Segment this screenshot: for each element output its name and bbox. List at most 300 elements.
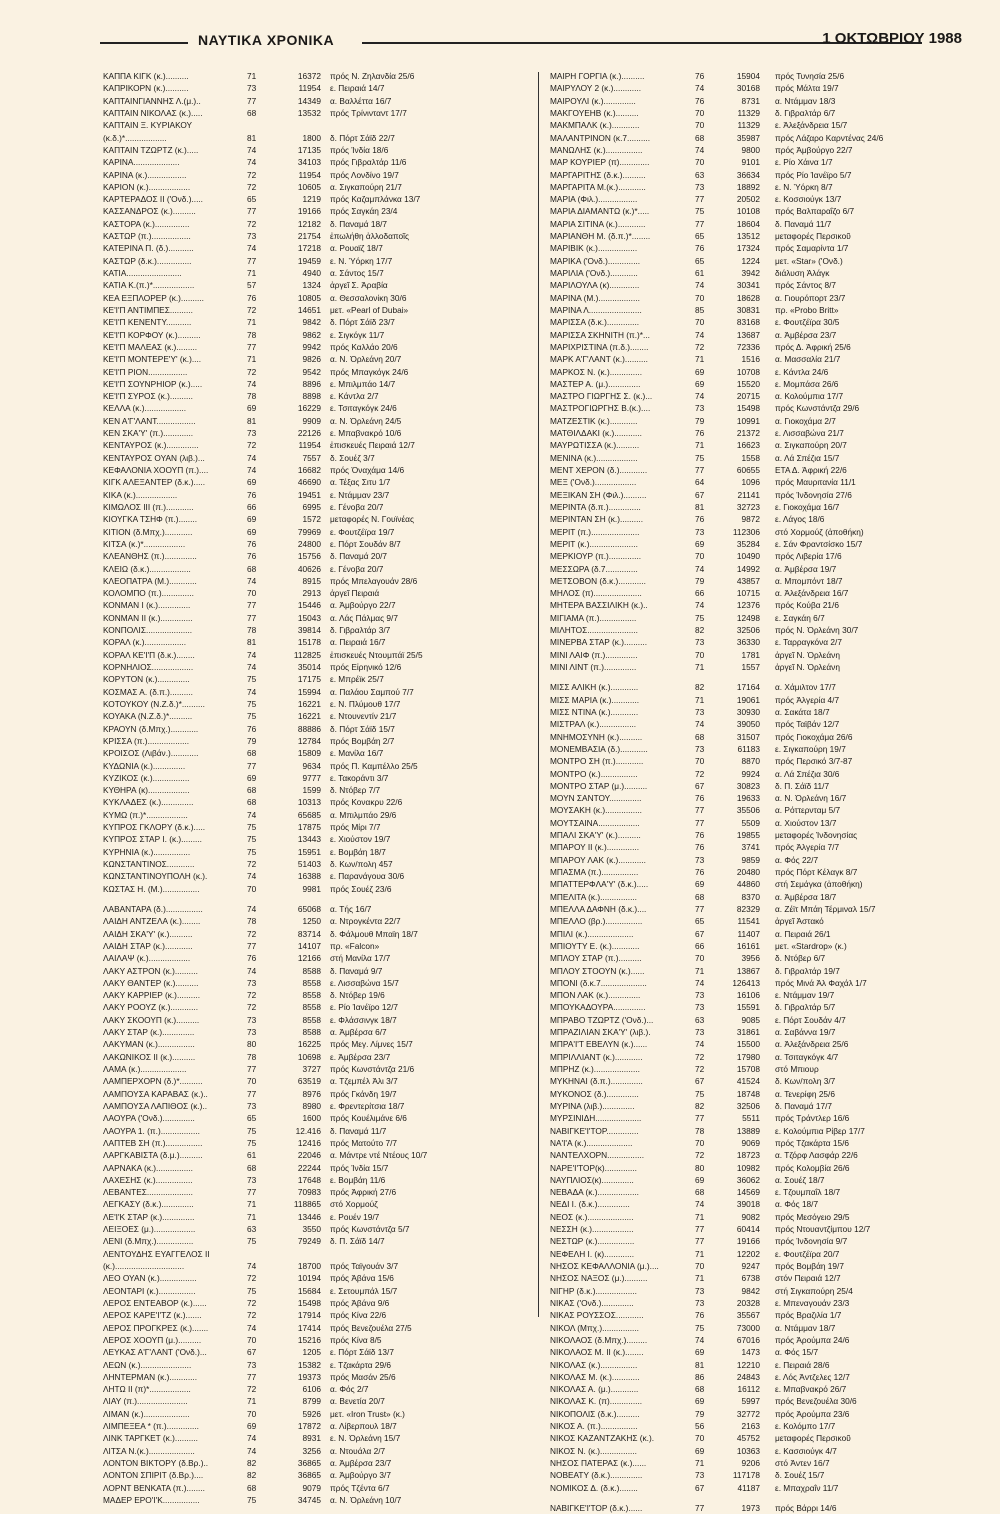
ship-status: ε. Φουτζέϊρα 30/5 [775, 317, 840, 328]
tonnage: 32506 [736, 625, 760, 636]
ship-name: ΛΑΚΥΜΑΝ (κ.)................ [103, 1039, 195, 1050]
ship-name: ΜΙΓΙΑΜΑ (π.)................ [550, 612, 637, 623]
ship-status: α. Τής 16/7 [330, 903, 372, 914]
build-year: 73 [695, 990, 705, 1001]
ship-status: ἀργεῖ Ἀστακό [775, 916, 824, 927]
ship-name: ΚΩΝΣΤΑΝΤΙΝΟΥΠΟΛΗ (κ.). [103, 871, 208, 882]
build-year: 79 [695, 1408, 705, 1419]
build-year: 74 [695, 1334, 705, 1345]
ship-status: πρός Μαυριτανία 11/1 [775, 477, 856, 488]
build-year: 75 [247, 698, 257, 709]
ship-name: ΛΑΜΑ (κ.).................... [103, 1064, 187, 1074]
ship-name: ΜΠΑΤΤΕΡΦΛΑ'Υ' (δ.κ.)..... [550, 879, 649, 890]
build-year: 76 [247, 489, 257, 500]
tonnage: 18892 [736, 181, 760, 192]
tonnage: 15500 [736, 1039, 760, 1050]
build-year: 68 [247, 748, 257, 759]
ship-name: ΝΙΚΟΠΟΛΙΣ (δ.κ.).......... [550, 1408, 640, 1419]
ship-name: ΛΑΜΠΟΥΣΑ ΚΑΡΑΒΑΣ (κ.).. [103, 1088, 208, 1099]
ship-name: ΜΑΡΙΑ (Φιλ.)................. [550, 194, 638, 205]
tonnage: 34745 [297, 1494, 321, 1505]
ship-status: πρός Ἀρούμπα 23/6 [775, 1408, 850, 1419]
build-year: 71 [247, 1199, 257, 1210]
build-year: 68 [695, 1187, 705, 1198]
ship-status: α. Ἀλεξάνδρεια 16/7 [775, 588, 849, 599]
ship-name: ΜΑΙΡΗ ΓΟΡΓΙΑ (κ.).......... [550, 71, 645, 81]
ship-status: α. Φός 2/7 [330, 1384, 369, 1395]
tonnage: 9924 [741, 768, 760, 779]
build-year: 73 [247, 1014, 257, 1025]
build-year: 77 [247, 940, 257, 951]
build-year: 77 [247, 1088, 257, 1099]
ship-status: πρός Γκάνδη 19/7 [330, 1088, 397, 1099]
ship-name: ΜΑΡΙΣΣΑ ΣΚΗΝΙΤΗ (π.)*... [550, 329, 650, 340]
ship-status: δ. Κων/πολη 3/7 [775, 1076, 836, 1087]
tonnage: 19166 [736, 1236, 760, 1247]
ship-name: ΜΠΟΝ ΛΑΚ (κ.).............. [550, 990, 641, 1001]
tonnage: 8898 [302, 391, 321, 402]
tonnage: 6738 [741, 1273, 760, 1284]
tonnage: 1558 [741, 452, 760, 463]
ship-name: ΜΟΝΕΜΒΑΣΙΑ (δ.)............ [550, 743, 648, 754]
ship-status: ἀργεῖ Ν. Ὀρλεάνη [775, 662, 840, 672]
ship-status: α. Ρόττερνταμ 5/7 [775, 805, 841, 816]
tonnage: 65685 [297, 809, 321, 820]
ship-status: ε. Μπεναγουάν 23/3 [775, 1297, 850, 1308]
build-year: 70 [247, 883, 257, 894]
build-year: 77 [247, 206, 257, 217]
tonnage: 16221 [297, 698, 321, 709]
tonnage: 17980 [736, 1051, 760, 1062]
ship-status: πρός Κωνστάντζα 29/6 [775, 403, 860, 414]
ship-name: ΝΕΟΣ (κ.).................... [550, 1211, 634, 1222]
ship-status: πρός Τυνησία 25/6 [775, 71, 845, 81]
tonnage: 1205 [302, 1347, 321, 1358]
ship-name: ΛΑΚΥ ΣΤΑΡ (κ.).............. [103, 1027, 195, 1038]
ship-name: ΚΑΣΣΑΝΔΡΟΣ (κ.).......... [103, 206, 196, 217]
tonnage: 5997 [741, 1396, 760, 1407]
ship-status: δ. Παναμά 18/7 [330, 218, 387, 229]
build-year: 65 [247, 1113, 257, 1124]
ship-name: (κ.δ.)*.................. [103, 132, 167, 143]
ship-name: ΛΕΡΟΣ ΠΡΟΓΚΡΕΣ (κ.)....... [103, 1322, 209, 1333]
ship-status: δ. Πόρτ Σάϊδ 22/7 [330, 132, 395, 143]
ship-name: ΚΕΝ ΣΚΑ'Υ' (π.)............. [103, 428, 194, 439]
build-year: 72 [247, 1002, 257, 1013]
ship-name: ΜΠΡΑΖΙΛΙΑΝ ΣΚΑ'Υ' (λιβ.). [550, 1027, 651, 1038]
ship-status: δ. Παναμά 11/7 [775, 218, 832, 229]
tonnage: 8731 [741, 95, 760, 106]
build-year: 73 [695, 743, 705, 754]
ship-status: α. Ν. Ὀρλεάνη 20/7 [330, 354, 402, 365]
ship-status: ε. Μπαβνακρό 26/7 [775, 1384, 847, 1395]
tonnage: 39050 [736, 719, 760, 730]
tonnage: 5511 [742, 1113, 760, 1124]
ship-name: ΚΩΝΣΤΑΝΤΙΝΟΣ............ [103, 859, 195, 869]
build-year: 75 [247, 1125, 257, 1136]
ship-status: πρός Μίρι 7/7 [330, 822, 381, 833]
ship-status: πρός Ν. Ζηλανδία 25/6 [330, 71, 415, 81]
ship-name: ΝΑΥΠΛΙΟΣ(κ).............. [550, 1174, 634, 1185]
ship-status: α. Ντρογκέντα 22/7 [330, 916, 401, 927]
ship-status: ε. Γένοβα 20/7 [330, 501, 384, 512]
ship-status: στό Χορμούζ (ἀποθήκη) [775, 526, 864, 537]
tonnage: 3942 [741, 268, 760, 278]
ship-status: δ. Κων/πολη 457 [330, 859, 393, 869]
build-year: 71 [695, 354, 705, 365]
ship-status: πρός Ὀναχάμα 14/6 [330, 465, 405, 475]
ship-status: πρός Κολομβία 26/6 [775, 1162, 850, 1173]
ship-name: ΛΕΝΙ (δ.Μπχ.)................ [103, 1236, 194, 1247]
tonnage: 8976 [302, 1088, 321, 1099]
ship-name: ΚΑΤΙΑ Κ.(π.)*.................. [103, 280, 195, 291]
build-year: 72 [247, 181, 257, 192]
tonnage: 10708 [736, 366, 760, 377]
build-year: 75 [695, 452, 705, 463]
ship-status: α. Λάς Πάλμας 9/7 [330, 612, 398, 623]
ship-status: α. Ζέϊτ Μπάη Τέρμιναλ 15/7 [775, 903, 876, 914]
ship-name: ΜΑΡΙΧΡΙΣΤΙΝΑ (π.δ.)........ [550, 341, 649, 352]
ship-name: ΜΗΤΕΡΑ ΒΑΣΣΙΛΙΚΗ (κ.).. [550, 600, 648, 611]
build-year: 77 [247, 760, 257, 771]
ship-status: ε. Σιγκόγκ 11/7 [330, 329, 385, 340]
ship-name: ΛΑΚΥ ΚΑΡΡΙΕΡ (κ.).......... [103, 990, 200, 1001]
ship-name: ΚΥΜΩ (π.)*.................. [103, 809, 188, 820]
ship-status: α. Λίβερπουλ 18/7 [330, 1421, 397, 1432]
ship-name: ΜΠΑΡΟΥ ΙΙ (κ.).............. [550, 842, 640, 853]
tonnage: 8870 [741, 756, 760, 767]
ship-name: ΝΑ'Ι'Α (κ.).................... [550, 1137, 633, 1148]
build-year: 69 [247, 477, 257, 488]
ship-status: ε. Κασσιούγκ 4/7 [775, 1445, 837, 1456]
ship-name: ΚΕ'Ι'Π ΜΟΝΤΕΡΕ'Υ' (κ.).... [103, 354, 202, 365]
ship-name: ΛΑΚΥ ΡΟΟΥΖ (κ.)............ [103, 1002, 199, 1013]
ship-status: πρός Σαγκάη 23/4 [330, 206, 398, 217]
ship-status: πρός Μπελαγουάν 28/6 [330, 575, 418, 586]
ship-status: ε. Ἀμβέρσα 23/7 [330, 1051, 391, 1062]
ship-name: ΜΑΣΤΡΟ ΓΙΩΡΓΗΣ Σ. (κ.)... [550, 391, 653, 402]
tonnage: 4940 [302, 268, 321, 278]
tonnage: 9862 [302, 329, 321, 340]
build-year: 73 [247, 1100, 257, 1111]
build-year: 71 [695, 1273, 705, 1284]
tonnage: 10194 [297, 1273, 321, 1284]
tonnage: 8980 [302, 1100, 321, 1111]
ship-name: ΜΑΡΙΛΟΥΛΑ (κ)............. [550, 280, 640, 291]
build-year: 73 [695, 1002, 705, 1013]
ship-status: α. Μπιλμπάο 29/6 [330, 809, 397, 820]
tonnage: 9777 [302, 772, 321, 783]
ship-name: ΚΟΥΑΚΑ (Ν.Ζ.δ.)*.......... [103, 711, 193, 722]
ship-name: ΝΕΒΑΔΑ (κ.).................. [550, 1187, 639, 1198]
build-year: 74 [247, 575, 257, 586]
ship-status: ε. Ντάμμαν 23/7 [330, 489, 390, 500]
build-year: 73 [247, 83, 257, 94]
build-year: 72 [695, 341, 705, 352]
ship-name: ΚΛΕΟΠΑΤΡΑ (Μ.)............ [103, 575, 197, 586]
build-year: 63 [247, 1224, 257, 1235]
ship-name: ΚΑΡΙΝΑ.................... [103, 157, 180, 168]
ship-status: ἐπωλήθη ἀλλοδαποῖς [330, 231, 409, 242]
ship-status: ε. Μπρέϊκ 25/7 [330, 674, 384, 685]
build-year: 72 [247, 990, 257, 1001]
ship-name: ΛΟΝΤΟΝ ΣΠΙΡΙΤ (δ.Βρ.).... [103, 1470, 204, 1481]
ship-name: ΝΗΣΟΣ ΚΕΦΑΛΛΟΝΙΑ (μ.).... [550, 1261, 659, 1271]
build-year: 72 [247, 1297, 257, 1308]
ship-name: ΜΟΝΤΡΟ ΣΤΑΡ (μ.).......... [550, 780, 648, 791]
ship-status: πρός Τράντλερ 16/6 [775, 1113, 850, 1124]
tonnage: 1600 [302, 1113, 321, 1124]
tonnage: 10108 [736, 206, 760, 217]
tonnage: 17414 [297, 1322, 321, 1333]
ship-status: ε. Κάντλα 24/6 [775, 366, 829, 377]
ship-status: μεταφορές Περσικοῦ [775, 1433, 851, 1444]
tonnage: 11329 [737, 107, 760, 118]
tonnage: 35506 [736, 805, 760, 816]
ship-status: στό Ἀντεν 16/7 [775, 1458, 830, 1468]
tonnage: 13512 [736, 231, 760, 242]
ship-name: ΛΑΙΔΗ ΑΝΤΖΕΛΑ (κ.)........ [103, 916, 201, 927]
build-year: 74 [247, 1322, 257, 1333]
ship-name: ΜΥΡΙΝΑ (λιβ.).............. [550, 1100, 635, 1111]
ship-name: ΜΗΛΟΣ (π)..................... [550, 588, 642, 599]
ship-status: μετ. «Iron Trust» (κ.) [330, 1408, 405, 1419]
ship-status: πρός Εἰρηνικό 12/6 [330, 662, 402, 672]
ship-status: α. Φός 15/7 [775, 1347, 819, 1358]
tonnage: 14349 [297, 95, 321, 106]
build-year: 73 [247, 1174, 257, 1185]
ship-name: ΜΑΙΡΟΥΛΙ (κ.).............. [550, 95, 636, 106]
ship-name: ΝΕΦΕΛΗ Ι. (κ)............. [550, 1248, 635, 1259]
build-year: 68 [247, 1162, 257, 1173]
ship-status: ε. Φουτζέϊρα 20/7 [775, 1248, 840, 1259]
ship-name: ΝΙΚΟΛΑΣ Μ. (κ.)............ [550, 1371, 640, 1382]
ship-status: πρός Ντουαντζίμπου 12/7 [775, 1224, 871, 1235]
build-year: 72 [247, 928, 257, 939]
ship-status: πρός Μπαγκόγκ 24/6 [330, 366, 409, 377]
tonnage: 16161 [736, 940, 760, 951]
build-year: 74 [247, 903, 257, 914]
ship-status: πρός Ἀβάνα 9/6 [330, 1297, 390, 1308]
ship-name: ΛΕΙΞΟΕΣ (μ.).................. [103, 1224, 196, 1235]
tonnage: 11407 [737, 928, 760, 939]
column-divider [538, 72, 539, 1317]
tonnage: 11954 [298, 440, 321, 451]
ship-status: στό Μπιουρ [775, 1064, 819, 1074]
ship-status: ἐπισκευές Ντουμπάϊ 25/5 [330, 649, 423, 660]
ship-status: α. Ν. Ὀρλεάνη 10/7 [330, 1494, 402, 1505]
tonnage: 36865 [297, 1470, 321, 1481]
ship-status: α. Φός 22/7 [775, 854, 819, 865]
ship-name: ΚΑΤΕΡΙΝΑ Π. (δ.)........... [103, 243, 194, 254]
build-year: 71 [247, 71, 257, 81]
build-year: 81 [247, 637, 257, 648]
ship-name: ΜΠΡΗΖ (κ.).................... [550, 1064, 640, 1074]
ship-name: ΛΟΝΤΟΝ ΒΙΚΤΟΡΥ (δ.Βρ.).. [103, 1458, 209, 1468]
tonnage: 12202 [736, 1248, 760, 1259]
ship-name: ΝΗΣΟΣ ΝΑΞΟΣ (μ.).......... [550, 1273, 648, 1284]
tonnage: 13687 [736, 329, 760, 340]
ship-name: ΚΑΡΤΕΡΑΔΟΣ ΙΙ ('Ονδ.)..... [103, 194, 203, 205]
ship-status: πρός Γιβραλτάρ 11/6 [330, 157, 407, 168]
ship-name: ΛΕΟ ΟΥΑΝ (κ.)................ [103, 1273, 197, 1284]
ship-name: ΜΑΡΙΣΣΑ (δ.κ.).............. [550, 317, 640, 328]
build-year: 74 [247, 662, 257, 672]
ship-status: α. Ν. Ὀρλεάνη 24/5 [330, 415, 402, 426]
ship-status: α. Πειραιά 26/1 [775, 928, 831, 939]
build-year: 68 [695, 132, 705, 143]
tonnage: 16682 [297, 465, 321, 475]
build-year: 68 [247, 797, 257, 808]
build-year: 70 [247, 1334, 257, 1345]
build-year: 65 [247, 194, 257, 205]
build-year: 72 [247, 1384, 257, 1395]
build-year: 66 [247, 501, 257, 512]
tonnage: 18628 [736, 292, 760, 303]
build-year: 74 [695, 280, 705, 291]
ship-status: πρός Τζακάρτα 15/6 [775, 1137, 850, 1148]
build-year: 74 [247, 243, 257, 254]
build-year: 82 [695, 625, 705, 636]
ship-status: ε. Λός Ἀντζελες 12/7 [775, 1371, 850, 1382]
build-year: 74 [247, 1433, 257, 1444]
ship-name: ΜΑΡ ΚΟΥΡΙΕΡ (π)............. [550, 157, 650, 168]
ship-name: ΛΕΥΚΑΣ Α'Γ'ΛΑΝΤ ('Ονδ.)... [103, 1347, 207, 1358]
build-year: 73 [695, 181, 705, 192]
tonnage: 35567 [736, 1310, 760, 1321]
tonnage: 12376 [736, 600, 760, 611]
ship-status: ε. Σετουμπάλ 15/7 [330, 1285, 398, 1296]
ship-name: ΚΥΠΡΟΣ ΣΤΑΡ Ι. (κ.)......... [103, 834, 202, 845]
tonnage: 15951 [297, 846, 321, 857]
ship-status: ε. Ν. Πλύμουθ 17/7 [330, 698, 401, 709]
build-year: 76 [247, 551, 257, 562]
tonnage: 13446 [297, 1211, 321, 1222]
build-year: 75 [247, 1285, 257, 1296]
tonnage: 19633 [736, 793, 760, 804]
ship-name: ΜΑΔΕΡ ΕΡΟ'Ι'Κ................ [103, 1494, 200, 1505]
tonnage: 118865 [293, 1199, 321, 1210]
ship-name: ΜΑΚΜΠΑΛΚ (κ.)............ [550, 120, 640, 131]
tonnage: 14651 [297, 304, 321, 315]
ship-name: ΛΗΝΤΕΡΜΑΝ (κ.)............ [103, 1371, 198, 1382]
ship-name: ΛΕΡΟΣ ΚΑΡΕ'Ι'ΤΖ (κ.)....... [103, 1310, 202, 1321]
tonnage: 8896 [302, 378, 321, 389]
tonnage: 9859 [741, 854, 760, 865]
tonnage: 36062 [736, 1174, 760, 1185]
tonnage: 8558 [302, 1014, 321, 1025]
build-year: 81 [695, 501, 705, 512]
ship-status: α. Λά Σπέζια 15/7 [775, 452, 840, 463]
build-year: 74 [247, 965, 257, 976]
ship-status: μεταφορές Ν. Γουϊνέας [330, 514, 414, 525]
ship-name: ΛΕΓΚΑΣΥ (δ.κ.).............. [103, 1199, 194, 1210]
ship-name: ΚΥΖΙΚΟΣ (κ.)................ [103, 772, 190, 783]
ship-status: δ. Πόρτ Σάϊδ 23/7 [330, 317, 395, 328]
tonnage: 15591 [736, 1002, 760, 1013]
build-year: 73 [247, 977, 257, 988]
build-year: 71 [247, 1211, 257, 1222]
build-year: 69 [247, 514, 257, 525]
build-year: 77 [695, 817, 705, 828]
build-year: 76 [695, 867, 705, 877]
build-year: 76 [247, 292, 257, 303]
build-year: 77 [695, 218, 705, 229]
build-year: 71 [247, 317, 257, 328]
build-year: 72 [247, 218, 257, 229]
ship-status: πρός Ματούτο 7/7 [330, 1137, 397, 1148]
ship-name: ΛΑΒΑΝΤΑΡΑ (δ.)................ [103, 903, 203, 914]
build-year: 64 [695, 477, 705, 488]
tonnage: 16388 [297, 871, 321, 882]
ship-name: ΜΑΡΙΒΙΚ (κ.)................. [550, 243, 638, 254]
ship-status: δ. Ντόβερ 7/7 [330, 785, 381, 796]
build-year: 74 [247, 871, 257, 882]
ship-status: πρός Κωνστάντζα 21/6 [330, 1064, 415, 1074]
ship-name: ΛΑΚΥ ΑΣΤΡΟΝ (κ.).......... [103, 965, 198, 976]
tonnage: 17324 [736, 243, 760, 254]
ship-name: ΜΙΝΙ ΛΑΙΦ (π.).............. [550, 649, 638, 660]
tonnage: 15216 [297, 1334, 321, 1345]
ship-name: ΚΥΚΛΑΔΕΣ (κ.).............. [103, 797, 194, 808]
ship-name: ΚΛΕΑΝΘΗΣ (π.).............. [103, 551, 197, 562]
ship-status: ε. Μπαβνακρό 10/6 [330, 428, 402, 439]
tonnage: 31861 [736, 1027, 760, 1038]
ship-name: ΚΕΑ ΕΞΠΛΟΡΕΡ (κ.).......... [103, 292, 204, 303]
ship-name: ΚΟΤΟΥΚΟΥ (Ν.Ζ.δ.)*.......... [103, 698, 205, 709]
tonnage: 1973 [741, 1502, 760, 1513]
tonnage: 12210 [736, 1359, 760, 1370]
ship-status: πρός Μινά Ἀλ Φαχάλ 1/7 [775, 977, 867, 988]
ship-name: ΜΟΥΣΑΚΗ (κ.)................ [550, 805, 642, 816]
build-year: 74 [695, 83, 705, 94]
tonnage: 15382 [297, 1359, 321, 1370]
build-year: 81 [247, 415, 257, 426]
ship-status: δ. Παναμά 17/7 [775, 1100, 832, 1111]
ship-name: ΛΑΡΓΚΑΒΙΣΤΑ (δ.μ.).......... [103, 1150, 203, 1161]
tonnage: 19451 [297, 489, 321, 500]
build-year: 76 [695, 830, 705, 841]
tonnage: 43857 [736, 575, 760, 586]
tonnage: 51403 [297, 859, 321, 869]
ship-name: ΜΑΣΤΡΟΓΙΩΡΓΗΣ Β.(κ.).... [550, 403, 651, 414]
ship-name: ΚΑΣΤΟΡΑ (κ.)............... [103, 218, 190, 229]
build-year: 73 [695, 1285, 705, 1296]
tonnage: 3550 [302, 1224, 321, 1235]
tonnage: 16106 [736, 990, 760, 1001]
build-year: 74 [695, 144, 705, 155]
ship-status: α. Θεσσαλονίκη 30/6 [330, 292, 407, 303]
build-year: 76 [695, 428, 705, 439]
tonnage: 126413 [732, 977, 760, 988]
ship-status: α. Ντάμμαν 18/3 [775, 95, 836, 106]
ship-name: ΚΕ'Ι'Π ΣΟΥΝΡΗΙΟΡ (κ.)..... [103, 378, 203, 389]
build-year: 73 [695, 1027, 705, 1038]
ship-status: πρός Λάζαρο Καρντένας 24/6 [775, 132, 884, 143]
tonnage: 10698 [297, 1051, 321, 1062]
build-year: 75 [695, 1088, 705, 1099]
tonnage: 79969 [297, 526, 321, 537]
ship-status: δ. Π. Σάϊδ 11/7 [775, 780, 830, 791]
ship-status: ἀργεῖ Ν. Ὀρλεάνη [775, 649, 840, 660]
ship-status: α. Μασσαλία 21/7 [775, 354, 841, 365]
ship-name: ΚΡΑΟΥΝ (δ.Μπχ.)............ [103, 723, 199, 734]
ship-status: πρός Βραζιλία 1/7 [775, 1310, 842, 1321]
ship-name: ΜΑΣΤΕΡ Α. (μ.).............. [550, 378, 641, 389]
build-year: 75 [247, 846, 257, 857]
tonnage: 1324 [302, 280, 321, 291]
ship-name: ΛΑΙΔΗ ΣΤΑΡ (κ.)............ [103, 940, 193, 951]
